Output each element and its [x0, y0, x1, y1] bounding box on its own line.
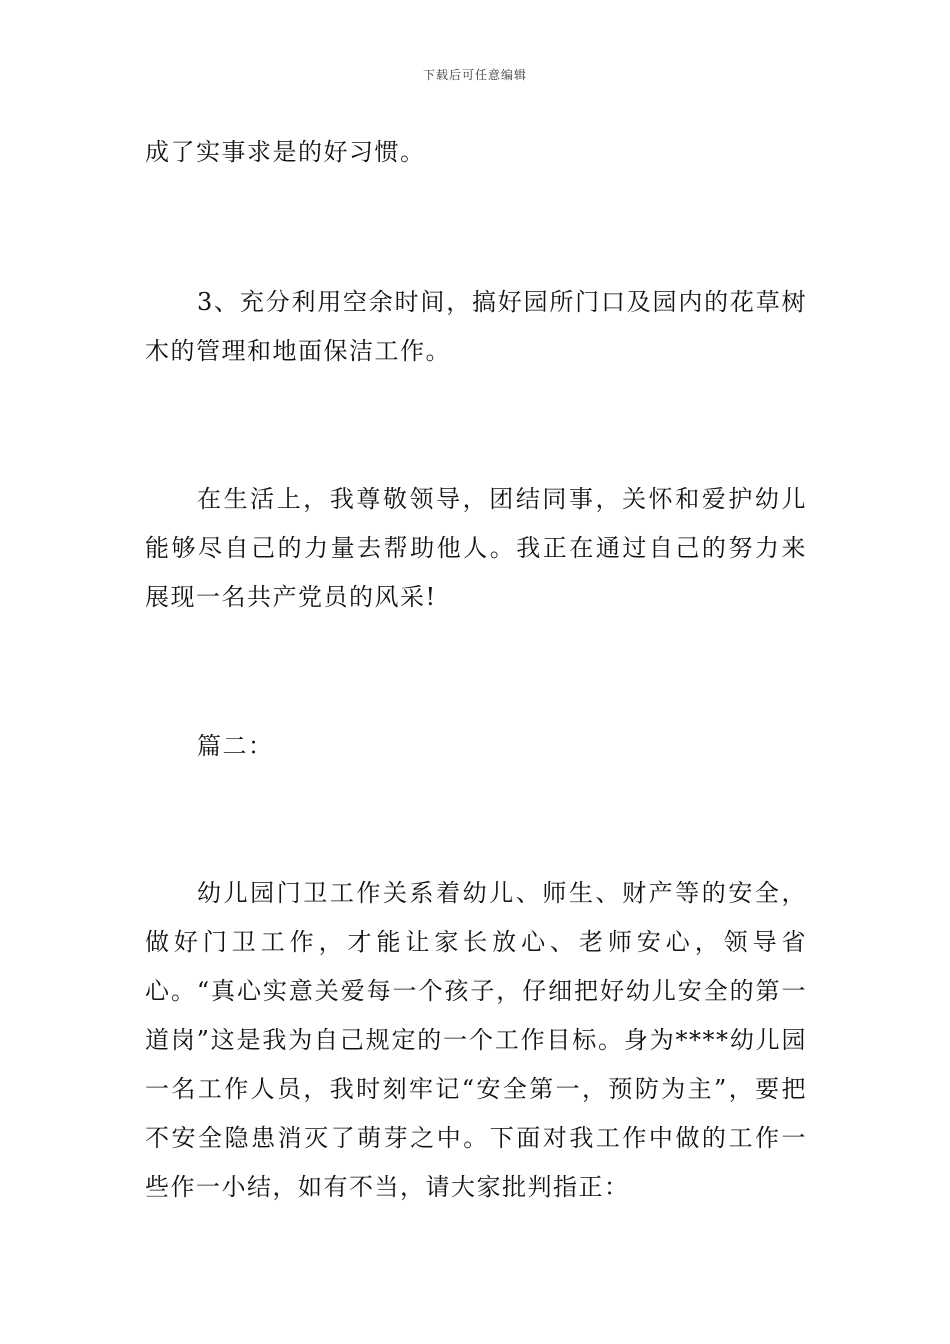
paragraph-continuation: 成了实事求是的好习惯。 [145, 138, 426, 166]
page-header: 下载后可任意编辑 [422, 68, 527, 82]
section-heading: 篇二： [197, 732, 274, 760]
paragraph-intro: 幼儿园门卫工作关系着幼儿、师生、财产等的安全，做好门卫工作，才能让家长放心、老师安心，领导省心。“真心实意关爱每一个孩子，仔细把好幼儿安全的第一道岗”这是我为自己规定的一个工作目标。身为****幼儿园一名工作人员，我时刻牢记“安全第一，预防为主”，要把不安全隐患消灭了萌芽之中。下面对我工作中做的工作一些作一小结，如有不当，请大家批判指正： [145, 879, 807, 1201]
paragraph-item-3: 3、充分利用空余时间，搞好园所门口及园内的花草树木的管理和地面保洁工作。 [145, 288, 807, 365]
paragraph-life: 在生活上，我尊敬领导，团结同事，关怀和爱护幼儿能够尽自己的力量去帮助他人。我正在通过自己的努力来展现一名共产党员的风采! [145, 485, 807, 611]
